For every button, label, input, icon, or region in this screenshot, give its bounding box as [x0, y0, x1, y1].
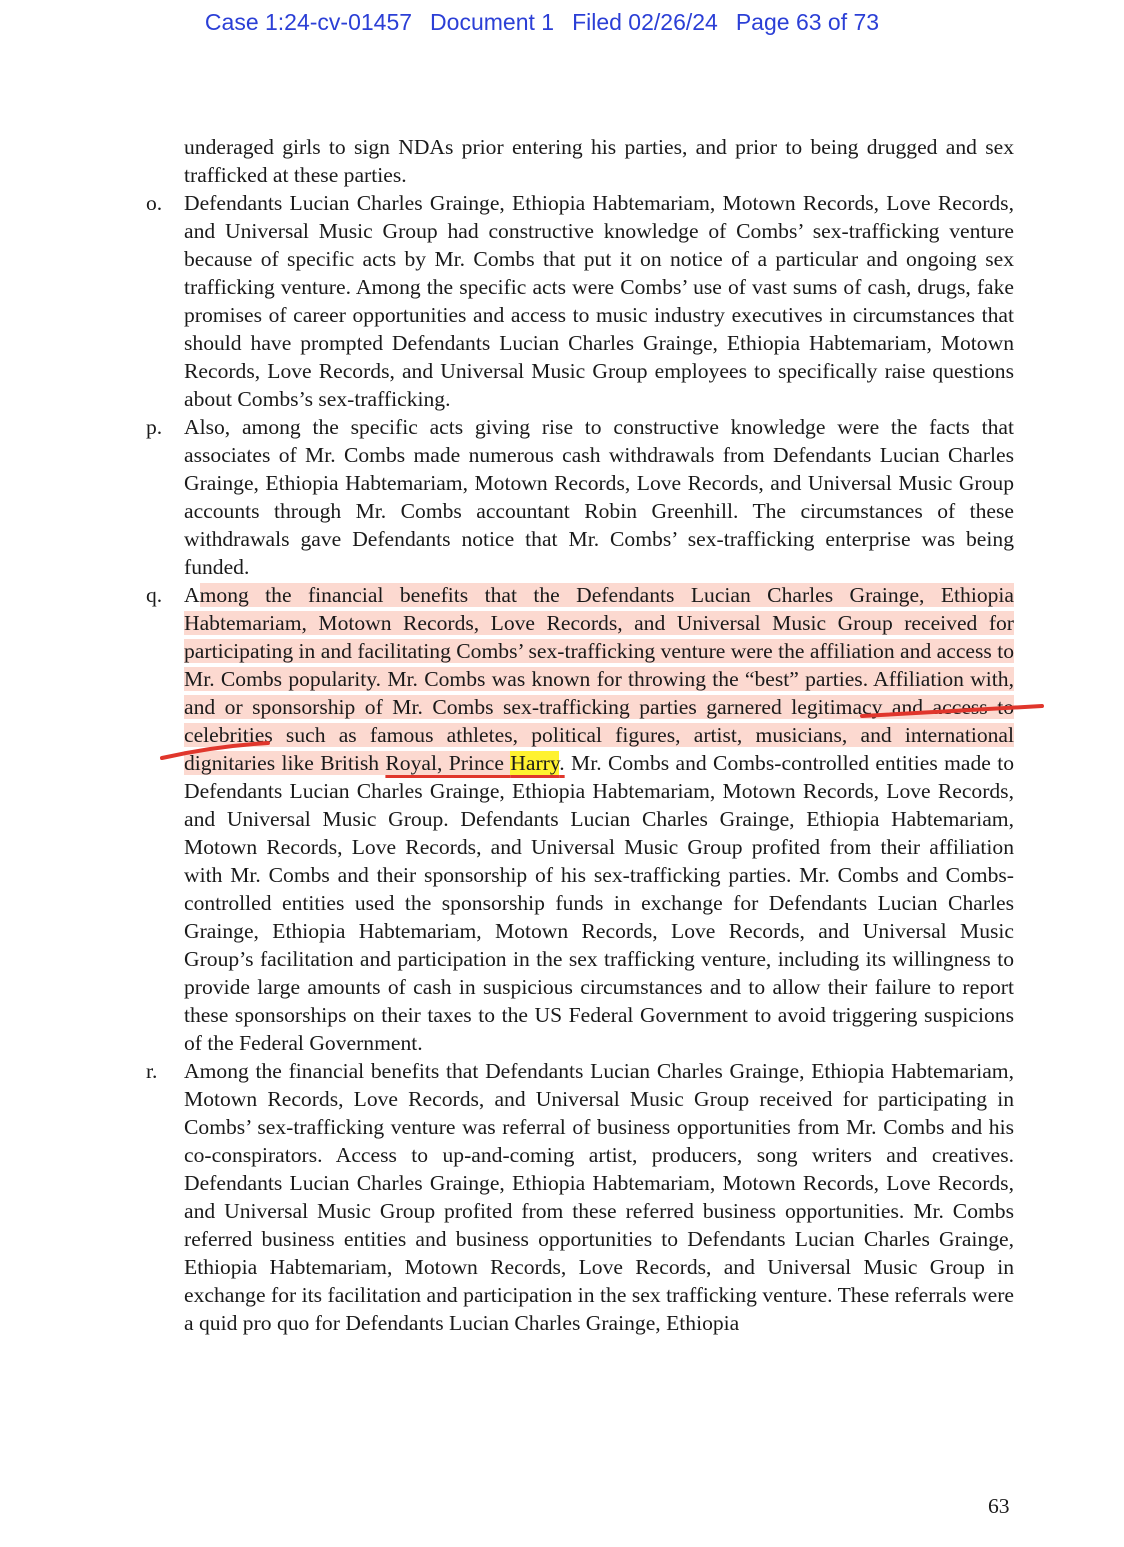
- underlined-best-parties: was known for throwing the “best” parties.: [491, 667, 869, 691]
- paragraph-marker: q.: [146, 583, 163, 607]
- page-indicator: Page 63 of 73: [735, 9, 880, 35]
- paragraph-q: [146, 581, 1015, 1057]
- page-number: 63: [988, 1494, 1010, 1518]
- highlighted-passage-2: Affiliation with, and or sponsorship of Mr. Combs sex-trafficking parties garnered legitimacy and access to celebrities such as famous athletes, political figures, artist, musicians, and international dignitaries like British: [184, 667, 1015, 775]
- paragraph-p: [146, 413, 1014, 581]
- paragraph-text: Defendants Lucian Charles Grainge, Ethiopia Habtemariam, Motown Records, Love Records, and Universal Music Group had constructive knowledge of Combs’ sex-trafficking venture because of specific acts by Mr. Combs that put it on notice of a particular and ongoing sex trafficking venture. Among the specific acts were Combs’ use of vast sums of cash, drugs, fake promises of career opportunities and access to music industry executives in circumstances that should have prompted Defendants Lucian Charles Grainge, Ethiopia Habtemariam, Motown Records, Love Records, and Universal Music Group employees to specifically raise questions about Combs’s sex-trafficking.: [184, 191, 1014, 411]
- underlined-period: .: [559, 751, 565, 775]
- continuation-text: underaged girls to sign NDAs prior entering his parties, and prior to being drugged and sex trafficked at these parties.: [184, 135, 1014, 187]
- paragraph-r: [146, 1057, 1014, 1337]
- paragraph-marker: p.: [146, 415, 163, 439]
- case-number: Case 1:24-cv-01457: [204, 9, 413, 35]
- document-number: Document 1: [430, 9, 555, 35]
- highlighted-passage: mong the financial benefits that the Defendants Lucian Charles Grainge, Ethiopia Habtemariam, Motown Records, Love Records, and Universal Music Group received for participating in and facilitating Combs’ sex-trafficking venture were the affiliation and access to Mr. Combs popularity. Mr. Combs: [184, 583, 1014, 691]
- document-body: [146, 133, 1015, 1337]
- paragraph-text: Mr. Combs and Combs-controlled entities made to Defendants Lucian Charles Grainge, Ethiopia Habtemariam, Motown Records, Love Records, and Universal Music Group. Defendants Lucian Charles Grainge, Ethiopia Habtemariam, Motown Records, Love Records, and Universal Music Group profited from their affiliation with Mr. Combs and their sponsorship of his sex-trafficking parties. Mr. Combs and Combs-controlled entities used the sponsorship funds in exchange for Defendants Lucian Charles Grainge, Ethiopia Habtemariam, Motown Records, Love Records, and Universal Music Group’s facilitation and participation in the sex trafficking venture, including its willingness to provide large amounts of cash in suspicious circumstances and to allow their failure to report these sponsorships on their taxes to the US Federal Government to avoid triggering suspicions of the Federal Government.: [184, 751, 1014, 1055]
- paragraph-text: Among the financial benefits that Defendants Lucian Charles Grainge, Ethiopia Habtemariam, Motown Records, Love Records, and Universal Music Group received for participating in Combs’ sex-trafficking venture was referral of business opportunities from Mr. Combs and his co-conspirators. Access to up-and-coming artist, producers, song writers and creatives. Defendants Lucian Charles Grainge, Ethiopia Habtemariam, Motown Records, Love Records, and Universal Music Group profited from these referred business opportunities. Mr. Combs referred business entities and business opportunities to Defendants Lucian Charles Grainge, Ethiopia Habtemariam, Motown Records, Love Records, and Universal Music Group in exchange for its facilitation and participation in the sex trafficking venture. These referrals were a quid pro quo for Defendants Lucian Charles Grainge, Ethiopia: [184, 1059, 1014, 1335]
- paragraph-marker: o.: [146, 191, 163, 215]
- paragraph-o: [146, 189, 1014, 413]
- underlined-royal: Royal, Prince: [385, 751, 511, 775]
- filed-date: Filed 02/26/24: [572, 9, 718, 35]
- ecf-header: [0, 9, 1084, 36]
- paragraph-text: Also, among the specific acts giving rise to constructive knowledge were the facts that associates of Mr. Combs made numerous cash withdrawals from Defendants Lucian Charles Grainge, Ethiopia Habtemariam, Motown Records, Love Records, and Universal Music Group accounts through Mr. Combs accountant Robin Greenhill. The circumstances of these withdrawals gave Defendants notice that Mr. Combs’ sex-trafficking enterprise was being funded.: [184, 415, 1014, 579]
- yellow-highlight-harry: Harry: [510, 751, 560, 775]
- paragraph-lead: A: [184, 583, 200, 607]
- paragraph-marker: r.: [146, 1059, 158, 1083]
